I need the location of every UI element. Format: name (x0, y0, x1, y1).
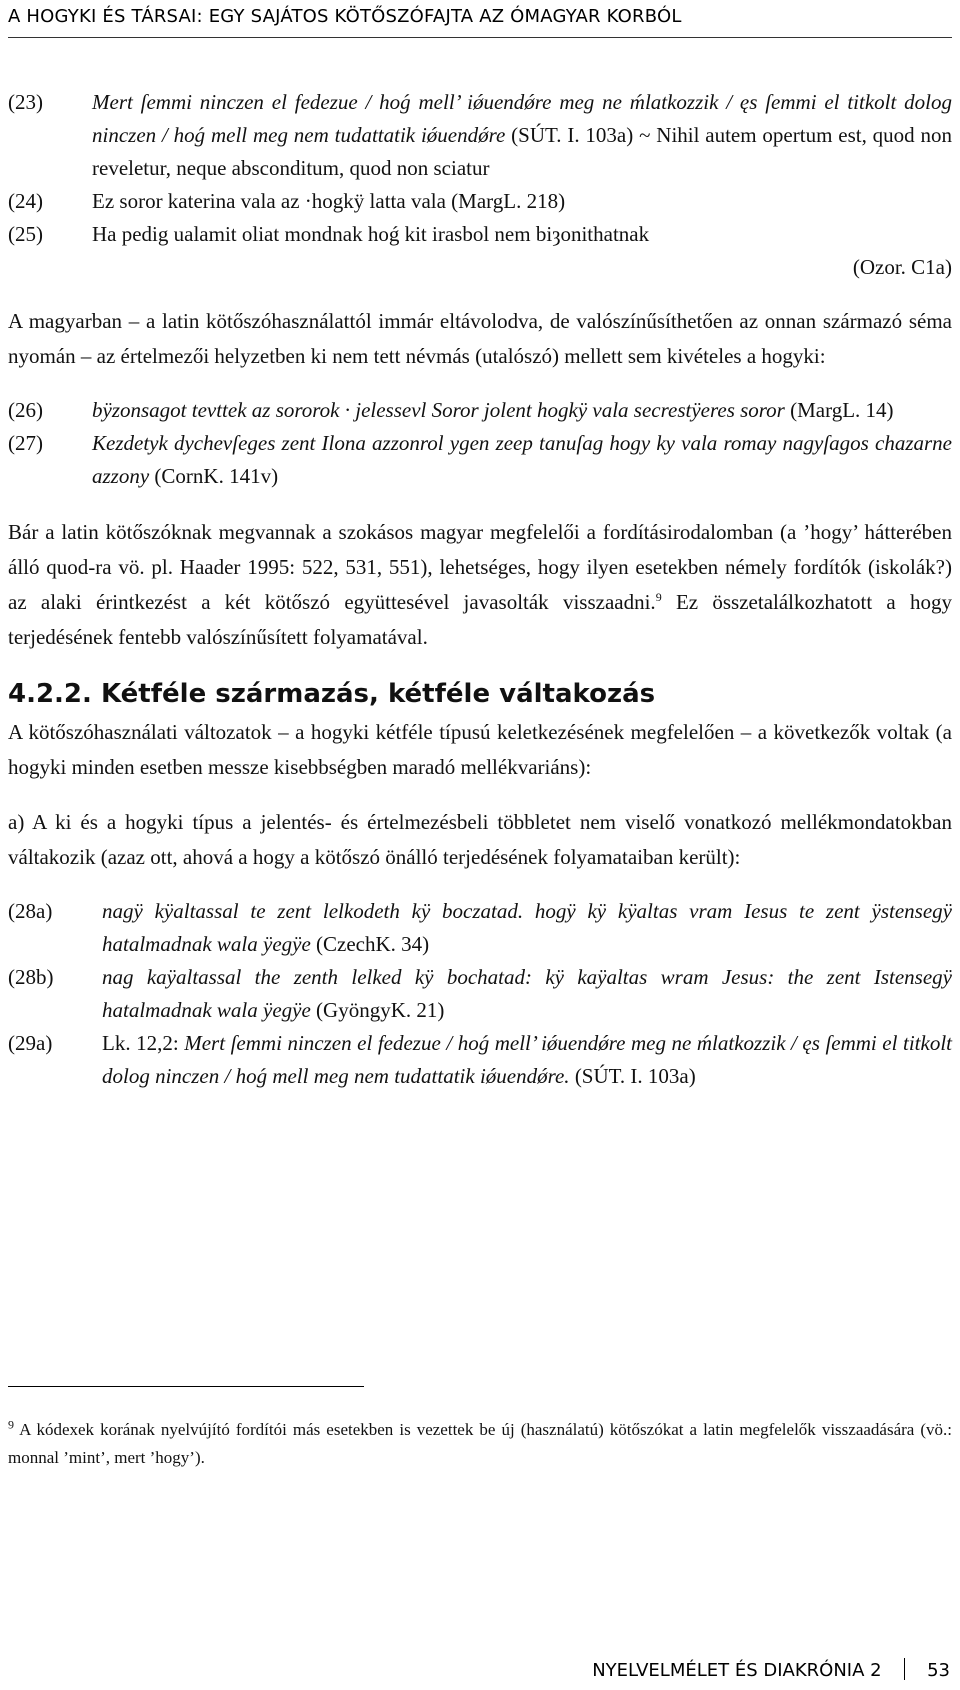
example-italic: Mert ſemmi ninczen el fedezue / hoǵ mell’ iǿuendǿre meg ne ḿlatkozzik / ęs ſemmi el titkolt dolog ninczen / hoǵ mell meg nem tudattatik iǿuendǿre (92, 90, 952, 147)
footer-divider (904, 1658, 906, 1680)
example-italic: nagÿ kÿaltassal te zent lelkodeth kÿ boczatad. hogÿ kÿ kÿaltas vram Iesus te zent ÿstensegÿ hatalmadnak wala ÿegÿe (102, 899, 952, 956)
example-plain: (SÚT. I. 103a) (569, 1064, 696, 1088)
example-italic: bÿzonsagot tevttek az sororok · jelessevl Soror jolent hogkÿ vala secrestÿeres soror (92, 398, 785, 422)
example-28a (8, 895, 952, 961)
running-header-title: A HOGYKI ÉS TÁRSAI: EGY SAJÁTOS KÖTŐSZÓFAJTA AZ ÓMAGYAR KORBÓL (8, 6, 682, 27)
example-number: (25) (8, 222, 43, 246)
paragraph-2-text-cont: Ez összetalálkozhatott a hogy terjedésének fentebb valószínűsített folyamatával. (8, 590, 953, 649)
example-plain: (MargL. 14) (784, 398, 894, 422)
page-number: 53 (927, 1660, 950, 1681)
example-italic: Kezdetyk dychevſeges zent Ilona azzonrol ygen zeep tanuſag hogy ky vala romay nagyſagos chazarne azzony (92, 431, 952, 488)
example-25 (8, 218, 952, 284)
example-29a (8, 1027, 952, 1093)
example-24 (8, 185, 952, 218)
example-plain: (CzechK. 34) (310, 932, 430, 956)
paragraph-1: A magyarban – a latin kötőszóhasználattól immár eltávolodva, de valószínűsíthetően az onnan származó séma nyomán – az értelmezői helyzetben ki nem tett névmás (utalószó) mellett sem kivételes a hogyki: (8, 309, 952, 368)
page-body (8, 86, 952, 1093)
example-text (102, 1027, 952, 1093)
paragraph-2 (8, 515, 952, 655)
section-heading: 4.2.2. Kétféle származás, kétféle váltakozás (8, 679, 656, 709)
footnote-text: A kódexek korának nyelvújító fordítói más esetekben is vezettek be új (használatú) kötőszókat a latin megfelelők visszaadására (vö.: monnal ’mint’, mert ’hogy’). (8, 1420, 952, 1467)
example-text (102, 895, 952, 961)
example-number: (27) (8, 431, 43, 455)
example-text (92, 218, 952, 284)
example-plain: (SÚT. I. 103a) ~ Nihil autem opertum est, quod non reveletur, neque absconditum, quod non sciatur (92, 123, 952, 180)
example-plain-pre: Lk. 12,2: (102, 1031, 185, 1055)
example-text (92, 427, 952, 493)
example-text (102, 961, 952, 1027)
example-28b (8, 961, 952, 1027)
example-26 (8, 394, 952, 427)
example-number: (28a) (8, 899, 53, 923)
journal-name: NYELVELMÉLET ÉS DIAKRÓNIA 2 (592, 1660, 882, 1681)
paragraph-3: A kötőszóhasználati változatok – a hogyki kétféle típusú keletkezésének megfelelően – a következők voltak (a hogyki minden esetben messze kisebbségben maradó mellékvariáns): (8, 720, 952, 779)
example-23 (8, 86, 952, 185)
footnote (8, 1416, 952, 1472)
example-text: Ez soror katerina vala az ·hogkÿ latta vala (MargL. 218) (92, 189, 566, 213)
example-number: (24) (8, 189, 43, 213)
footnote-number: 9 (8, 1417, 14, 1432)
example-text (92, 86, 952, 185)
example-number: (28b) (8, 965, 54, 989)
footnote-ref[interactable]: 9 (655, 590, 662, 604)
example-plain: (CornK. 141v) (149, 464, 279, 488)
running-footer (592, 1658, 950, 1681)
paragraph-2-text: Bár a latin kötőszóknak megvannak a szokásos magyar megfelelői a fordításirodalomban (a ’hogy’ hátterében álló quod-ra vö. pl. Haader 1995: 522, 531, 551), lehetséges, hogy ilyen esetekben némely fordítók (iskolák?) az alaki érintkezést a két kötőszó együttesével javasolták visszaadni. (8, 520, 952, 614)
running-header (8, 6, 952, 38)
paragraph-4: a) A ki és a hogyki típus a jelentés- és értelmezésbeli többletet nem viselő vonatkozó mellékmondatokban váltakozik (azaz ott, ahová a hogy a kötőszó önálló terjedésének folyamataiban került): (8, 810, 952, 869)
example-italic: Mert ſemmi ninczen el fedezue / hoǵ mell’ iǿuendǿre meg ne ḿlatkozzik / ęs ſemmi el titkolt dolog ninczen / hoǵ mell meg nem tudattatik iǿuendǿre. (102, 1031, 952, 1088)
example-number: (29a) (8, 1031, 53, 1055)
example-number: (26) (8, 398, 43, 422)
example-27 (8, 427, 952, 493)
example-italic: nag kaÿaltassal the zenth lelked kÿ bochatad: kÿ kaÿaltas wram Jesus: the zent Istensegÿ hatalmadnak wala ÿegÿe (102, 965, 952, 1022)
footnote-separator (8, 1386, 364, 1387)
example-text (92, 394, 952, 427)
example-plain: (GyöngyK. 21) (310, 998, 445, 1022)
example-number: (23) (8, 90, 43, 114)
example-plain: Ha pedig ualamit oliat mondnak hoǵ kit irasbol nem biȝonithatnak (92, 222, 650, 246)
example-source: (Ozor. C1a) (852, 255, 952, 279)
